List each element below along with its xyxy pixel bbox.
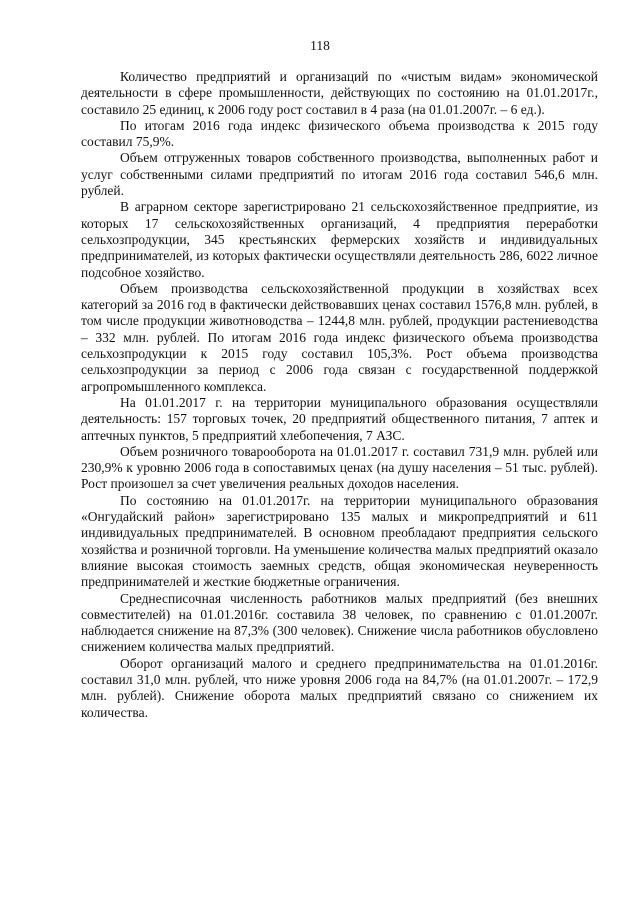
page-number: 118 [310, 38, 330, 53]
document-body [81, 69, 598, 721]
paragraph-agricultural-output: Объем производства сельскохозяйственной продукции в хозяйствах всех категорий за 2016 год в фактически действовавших ценах составил 1576,8 млн. рублей, в том числе продукции животноводства – 1244,8 млн. рублей, продукции растениеводства – 332 млн. рублей. По итогам 2016 года индекс физического объема производства сельхозпродукции к 2015 году составил 105,3%. Рост объема производства сельхозпродукции за период с 2006 года связан с государственной поддержкой агропромышленного комплекса. [81, 280, 598, 394]
paragraph-small-business: По состоянию на 01.01.2017г. на территории муниципального образования «Онгудайский район» зарегистрировано 135 малых и микропредприятий и 611 индивидуальных предпринимателей. В основном преобладают предприятия сельского хозяйства и розничной торговли. На уменьшение количества малых предприятий оказало влияние высокая стоимость заемных средств, общая экономическая неуверенность предпринимателей и жесткие бюджетные ограничения. [81, 492, 598, 590]
paragraph-agrarian-sector: В аграрном секторе зарегистрировано 21 сельскохозяйственное предприятие, из которых 17 сельскохозяйственных организаций, 4 предприятия переработки сельхозпродукции, 345 крестьянских фермерских хозяйств и индивидуальных предпринимателей, из которых фактически осуществляли деятельность 286, 6022 личное подсобное хозяйство. [81, 199, 598, 280]
paragraph-trade-points: На 01.01.2017 г. на территории муниципального образования осуществляли деятельность: 157 торговых точек, 20 предприятий общественного питания, 7 аптек и аптечных пунктов, 5 предприятий хлебопечения, 7 АЗС. [81, 394, 598, 443]
paragraph-production-index: По итогам 2016 года индекс физического объема производства к 2015 году составил 75,9%. [81, 117, 598, 150]
paragraph-sme-turnover: Оборот организаций малого и среднего предпринимательства на 01.01.2016г. составил 31,0 млн. рублей, что ниже уровня 2006 года на 84,7% (на 01.01.2007г. – 172,9 млн. рублей). Снижение оборота малых предприятий связано со снижением их количества. [81, 655, 598, 720]
paragraph-employee-count: Среднесписочная численность работников малых предприятий (без внешних совместителей) на 01.01.2016г. составила 38 человек, по сравнению с 01.01.2007г. наблюдается снижение на 87,3% (300 человек). Снижение числа работников обусловлено снижением количества малых предприятий. [81, 590, 598, 655]
paragraph-retail-turnover: Объем розничного товарооборота на 01.01.2017 г. составил 731,9 млн. рублей или 230,9% к уровню 2006 года в сопоставимых ценах (на душу населения – 51 тыс. рублей). Рост произошел за счет увеличения реальных доходов населения. [81, 443, 598, 492]
paragraph-shipped-goods: Объем отгруженных товаров собственного производства, выполненных работ и услуг собственными силами предприятий по итогам 2016 года составил 546,6 млн. рублей. [81, 150, 598, 199]
paragraph-industry-enterprises: Количество предприятий и организаций по «чистым видам» экономической деятельности в сфере промышленности, действующих по состоянию на 01.01.2017г., составило 25 единиц, к 2006 году рост составил в 4 раза (на 01.01.2007г. – 6 ед.). [81, 69, 598, 117]
